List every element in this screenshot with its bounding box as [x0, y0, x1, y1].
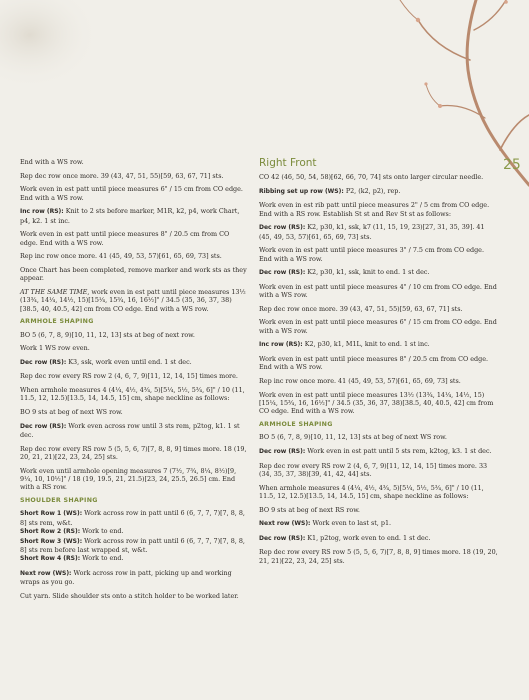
instruction-text: K2, p30, k1, ssk, k7 (11, 15, 19, 23)[27, 31, 35, 39]. 41 (45, 49, 53, 57)[61, 65, 69, 73] sts. [259, 223, 485, 241]
instruction-text: Work even across row until 3 sts rem, p2tog, k1. 1 st dec. [20, 421, 240, 439]
left-column [20, 158, 248, 606]
instruction-label: Short Row 2 (RS): [20, 528, 81, 536]
instruction-label: Next row (WS): [20, 570, 72, 577]
instruction-label: Dec row (RS): [259, 534, 306, 542]
short-row-2 [20, 527, 248, 536]
paragraph: Work even in est rib patt until piece measures 2" / 5 cm from CO edge. End with a RS row. Establish St st and Rev St st as follows: [259, 201, 490, 218]
paragraph: BO 9 sts at beg of next WS row. [20, 407, 123, 416]
paragraph [259, 268, 498, 277]
instruction-text: Knit to 2 sts before marker, M1R, k2, p4, work Chart, p4, k2. 1 st inc. [20, 207, 240, 225]
paragraph: Work even in est patt until piece measures 8" / 20.5 cm from CO edge. End with a WS row. [259, 354, 489, 372]
instruction-label: Short Row 4 (RS): [20, 555, 81, 563]
paragraph: Work 1 WS row even. [20, 344, 90, 353]
instruction-text: Work across row in patt until 6 (6, 7, 7, 7)[7, 8, 8, 8] sts rem, w&t. [20, 509, 245, 527]
watercolor-blot [0, 0, 100, 90]
instruction-text: K2, p30, k1, ssk, knit to end. 1 st dec. [305, 268, 430, 277]
instruction-label: Inc row (RS): [259, 341, 303, 349]
paragraph [259, 447, 498, 456]
paragraph: Work even in est patt until piece measures 8" / 20.5 cm from CO edge. End with a WS row. [20, 230, 230, 247]
page-number: 25 [503, 157, 521, 173]
paragraph [259, 340, 498, 349]
instruction-label: Dec row (RS): [259, 269, 306, 277]
instruction-label: Dec row (RS): [20, 422, 67, 430]
paragraph: Rep dec row every RS row 2 (4, 6, 7, 9)[11, 12, 14, 15] times more. [20, 372, 238, 381]
section-heading-armhole: ARMHOLE SHAPING [20, 318, 94, 326]
instruction-text: K2, p30, k1, M1L, knit to end. 1 st inc. [302, 340, 430, 349]
instruction-text: K3, ssk, work even until end. 1 st dec. [66, 357, 192, 366]
instruction-label: Dec row (RS): [20, 358, 67, 366]
instruction-text: Work even in est patt until 5 sts rem, k2tog, k3. 1 st dec. [305, 446, 492, 455]
paragraph: When armhole measures 4 (4¼, 4½, 4¾, 5)[5¼, 5½, 5¾, 6]" / 10 (11, 11.5, 12, 12.5)[13.5, 14, 14.5, 15] cm, shape neckline as follows: [259, 483, 484, 500]
paragraph: BO 5 (6, 7, 8, 9)[10, 11, 12, 13] sts at beg of next row. [20, 330, 195, 339]
paragraph: BO 9 sts at beg of next RS row. [259, 505, 360, 514]
paragraph: Work even in est patt until piece measures 4" / 10 cm from CO edge. End with a WS row. [259, 282, 497, 300]
instruction-label: Dec row (RS): [259, 447, 306, 455]
paragraph [259, 519, 498, 528]
short-row-3 [20, 537, 248, 555]
paragraph: Rep dec row every RS row 5 (5, 5, 6, 7)[7, 8, 8, 9] times more. 18 (19, 20, 21, 21)[22, 23, 24, 25] sts. [20, 444, 247, 461]
paragraph: Rep dec row once more. 39 (43, 47, 51, 55)[59, 63, 67, 71] sts. [259, 304, 463, 313]
paragraph: Rep dec row every RS row 2 (4, 6, 7, 9)[11, 12, 14, 15] times more. 33 (34, 35, 37, 38)[39, 41, 42, 44] sts. [259, 461, 488, 478]
instruction-text: Work to end. [80, 554, 124, 563]
paragraph: Cut yarn. Slide shoulder sts onto a stitch holder to be worked later. [20, 592, 239, 600]
paragraph [259, 223, 498, 241]
paragraph: Rep inc row once more. 41 (45, 49, 53, 57)[61, 65, 69, 73] sts. [259, 376, 461, 385]
instruction-text: K1, p2tog, work even to end. 1 st dec. [305, 533, 431, 542]
instruction-text: Work across row in patt until 6 (6, 7, 7, 7)[7, 8, 8, 8] sts rem before last wrapped st, w&t. [20, 536, 245, 554]
paragraph: BO 5 (6, 7, 8, 9)[10, 11, 12, 13] sts at beg of next WS row. [259, 433, 447, 442]
instruction-text: Work across row in patt, picking up and working wraps as you go. [20, 569, 232, 587]
instruction-text: Work to end. [80, 527, 124, 536]
paragraph [259, 187, 498, 196]
section-heading-armhole: ARMHOLE SHAPING [259, 420, 333, 428]
paragraph [20, 422, 248, 440]
section-heading-shoulder: SHOULDER SHAPING [20, 496, 98, 504]
instruction-label: Inc row (RS): [20, 208, 64, 216]
instruction-label: Ribbing set up row (WS): [259, 187, 344, 195]
right-column [259, 158, 498, 570]
instruction-label: Next row (WS): [259, 520, 311, 528]
section-title-right-front: Right Front [259, 157, 317, 169]
paragraph: Once Chart has been completed, remove marker and work sts as they appear. [20, 265, 247, 283]
instruction-text: P2, (k2, p2), rep. [343, 186, 401, 195]
paragraph: Work even in est patt until piece measures 6" / 15 cm from CO edge. End with a WS row. [20, 185, 243, 202]
instruction-label: Short Row 1 (WS): [20, 510, 83, 518]
instruction-label: Short Row 3 (WS): [20, 537, 83, 545]
paragraph [20, 358, 248, 367]
paragraph: End with a WS row. [20, 158, 84, 166]
instruction-text: Work even to last st, p1. [310, 519, 392, 528]
paragraph: Rep dec row once more. 39 (43, 47, 51, 55)[59, 63, 67, 71] sts. [20, 171, 224, 180]
paragraph: Work even in est patt until piece measures 13½ (13¾, 14¼, 14½, 15)[15¼, 15¾, 16, 16½]" / 34.5 (35, 36, 37, 38)[38.5, 40, 40.5, 42] cm from CO edge. End with a WS row. [259, 390, 494, 416]
paragraph: Rep inc row once more. 41 (45, 49, 53, 57)[61, 65, 69, 73] sts. [20, 252, 222, 261]
paragraph: Work even in est patt until piece measures 6" / 15 cm from CO edge. End with a WS row. [259, 318, 497, 335]
paragraph: CO 42 (46, 50, 54, 58)[62, 66, 70, 74] sts onto larger circular needle. [259, 173, 484, 181]
paragraph: When armhole measures 4 (4¼, 4½, 4¾, 5)[5¼, 5½, 5¾, 6]" / 10 (11, 11.5, 12, 12.5)[13.5, 14, 14.5, 15] cm, shape neckline as follows: [20, 385, 245, 403]
paragraph: Work even until armhole opening measures 7 (7½, 7¾, 8¼, 8½)[9, 9¼, 10, 10½]" / 18 (19, 19.5, 21, 21.5)[23, 24, 25.5, 26.5] cm. End with a RS row. [20, 466, 237, 492]
paragraph [259, 534, 498, 543]
short-row-4 [20, 554, 248, 563]
instruction-text: work even in est patt until piece measures 13½ (13¾, 14¼, 14½, 15)[15¼, 15¾, 16, 16½]" / 34.5 (35, 36, 37, 38)[38.5, 40, 40.5, 42] cm from CO edge. End with a WS row. [20, 287, 246, 313]
paragraph: Rep dec row every RS row 5 (5, 5, 6, 7)[7, 8, 8, 9] times more. 18 (19, 20, 21, 21)[22, 23, 24, 25] sts. [259, 548, 498, 565]
paragraph: Work even in est patt until piece measures 3" / 7.5 cm from CO edge. End with a WS row. [259, 246, 484, 263]
emphasis-text: AT THE SAME TIME, [20, 287, 90, 296]
short-row-1 [20, 509, 248, 527]
instruction-label: Dec row (RS): [259, 224, 306, 232]
paragraph [20, 288, 248, 313]
paragraph [20, 207, 248, 225]
paragraph [20, 569, 248, 587]
